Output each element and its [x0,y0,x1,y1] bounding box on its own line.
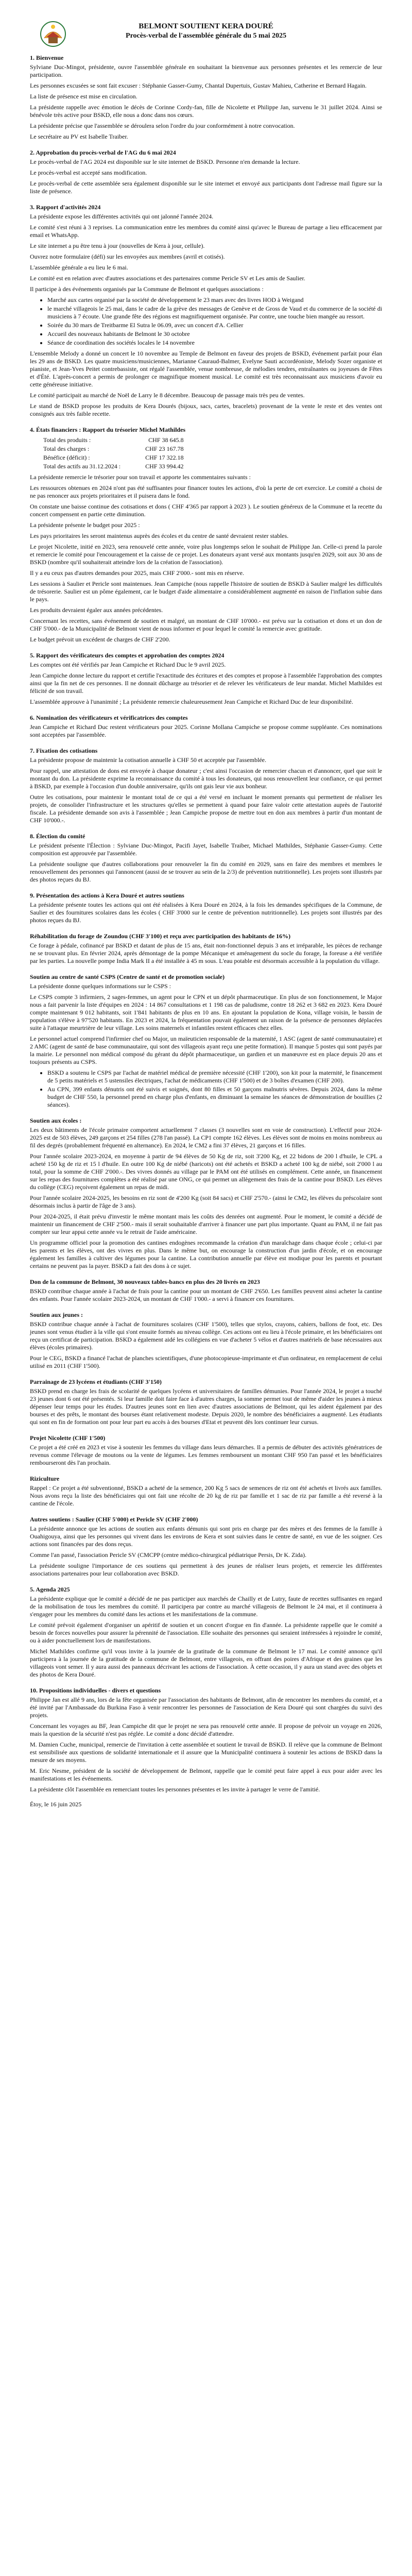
paragraph: La présidente expose les différentes activités qui ont jalonné l'année 2024. [30,213,214,220]
list-item: • Séance de coordination des sociétés locales le 14 novembre [47,339,382,347]
list-item: • Au CPN, 399 enfants dénutris ont été suivis et soignés, dont 80 filles et 50 garçons malnutris sévères. Depuis 2024, dans la même budget de CHF 550, la personnel prend en charge plus d'enfants, en diminuant la semaine les séances de démonstration de bouillies (2 séances). [47,1086,382,1109]
paragraph: Pour l'année scolaire 2024-2025, les besoins en riz sont de 4'200 Kg (soit 84 sacs) et CHF 2'570.- (ainsi le CM2, les élèves du préscolaire sont désormais inclus à partir de l'âge de 3 ans). [30,1194,382,1209]
paragraph: Un programme officiel pour la promotion des cantines endogènes recommande la création d'un maraîchage dans chaque école ; celui-ci par les parents et les élèves, ont des vivres en plus. Dans le même but, on encourage la construction d'un jardin d'école, et on encourage également les familles à cultiver des légumes pour la cantine. La contribution annuelle par élève est modique pour les parents et pourtant certains ne peuvent pas la payer. BSKD a fait des dons à ce sujet. [30,1239,382,1269]
paragraph: Il participe à des événements organisés par la Commune de Belmont et quelques associations : [30,285,264,293]
finance-table [42,435,187,471]
paragraph: Pour 2024-2025, il était prévu d'investir le même montant mais les coûts des denrées ont augmenté. Pour le moment, le comité a décidé de maintenir un financement de CHF 2'500.- mais il serait souhaitable d'arriver à financer une part plus importante. Quant au PAM, il ne fait pas compter sur leur appui cette année vu le retrait de l'aide américaine. [30,1213,382,1235]
section [30,1311,382,1351]
paragraph: Sylviane Duc-Mingot, présidente, ouvre l'assemblée générale en souhaitant la bienvenue aux personnes présentes et les remercie de leur participation. [30,63,382,78]
minutes-body [30,54,382,1793]
section [30,892,382,924]
paragraph: Le président présente l'Élection : Sylviane Duc-Mingot, Pacifi Jayet, Isabelle Traiber, Michael Mathildes, Stéphanie Gasser-Gumy. Cette composition est approuvée par l'assemblée. [30,842,382,857]
finance-row [43,454,186,462]
paragraph: La présidente annonce que les actions de soutien aux enfants démunis qui sont pris en charge par des mères et des femmes de la famille à Ouahigouya, ainsi que les personnes qui vivent dans les environs de Kera et sont suivies dans le centre de santé, en vue de les soigner. Ces actions sont financées par des dons reçus. [30,1525,382,1548]
paragraph: Les personnes excusées se sont fait excuser : Stéphanie Gasser-Gumy, Chantal Dupertuis, Gustav Mahieu, Catherine et Bernard Hagain. [30,82,367,89]
kera-doure-logo [34,19,72,52]
paragraph: Ce projet a été créé en 2023 et vise à soutenir les femmes du village dans leurs démarches. Il a permis de débuter des activités génératrices de revenus comme l'élevage de moutons ou la vente de légumes. Les femmes remboursent un montant CHF 950 l'an passé et les bénéficiaires rembourseront dès l'an prochain. [30,1444,382,1466]
bullet-list [30,1069,382,1109]
section [30,1434,382,1467]
section-heading: Soutien au centre de santé CSPS (Centre de santé et de promotion sociale) [30,973,225,980]
document-subtitle: Procès-verbal de l'assemblée générale du 5 mai 2025 [126,32,286,40]
paragraph: Michel Mathildes confirme qu'il vous invite à la journée de la gratitude de la commune de Belmont le 17 mai. Le comité annonce qu'il participera à la journée de la gratitude de la commune de Belmont, entre villageois, en offrant des poires d'Afrique et des graines que les villageois vont semer. Il y aura aussi des panneaux décrivant les actions de l'association. À cette occasion, il y aura un stand avec des objets et des photos de Kera Douré. [30,1648,382,1678]
paragraph: Le comité est en relation avec d'autres associations et des partenaires comme Pericle SV et Les amis de Saulier. [30,275,305,282]
list-item: • Marché aux cartes organisé par la société de développement le 23 mars avec des livres HOD à Weigand [47,296,382,304]
paragraph: BSKD prend en charge les frais de scolarité de quelques lycéens et universitaires de familles démunies. Pour l'année 2024, le projet a touché 23 jeunes dont 6 ont été présentés. Si leur famille doit faire face à d'autres charges, la somme permet tout de même d'aider les jeunes à mieux dépenser leur temps pour les études. D'autres jeunes sont en lien avec d'autres associations de Belmont, qui les aident également par des bourses et des prêts, le montant des bourses étant relativement modeste. Depuis 2020, le nombre des bénéficiaires a augmenté. Les étudiants qui sont en fin de formation ont pour leur part eu accès à des bourses d'Etat et peuvent dès lors continuer leur cursus. [30,1387,382,1426]
paragraph: Le comité participait au marché de Noël de Larry le 8 décembre. Beaucoup de passage mais très peu de ventes. [30,392,305,399]
paragraph: Le comité s'est réuni à 3 reprises. La communication entre les membres du comité ainsi qu'avec le Bureau de partage a lieu efficacement par email et WhatsApp. [30,224,382,239]
place-date: Étoy, le 16 juin 2025 [30,1801,82,1808]
paragraph: Comme l'an passé, l'association Pericle SV (CMCPP (centre médico-chirurgical pédiatrique Persis, Dr K. Zida). [30,1551,306,1558]
finance-value: CHF 17 322.18 [145,454,184,461]
paragraph: Concernant les voyages au BF, Jean Campiche dit que le projet ne sera pas renouvelé cette année. Il propose de prévoir un voyage en 2026, mais la question de la sécurité n'est pas réglée. Le comité a donc décidé d'attendre. [30,1722,382,1737]
section [30,1475,382,1507]
paragraph: La présidente souligne que d'autres collaborations pour renouveler la fin du comité en 2029, sans en faire des membres et membres le renouvellement des personnes qui l'annoncent (aussi de se trouver au sein de la 2/3) de prévention nutritionnelle). Les projets sont illustrés par des photos reçues du BJ. [30,860,382,883]
list-item: • le marché villageois le 25 mai, dans le cadre de la grève des messages de Genève et de Gross de Vaud et du commerce de la société di musiciens à 7 écoute. Une grande fête des régions est magnifiquement organisée. Par contre, une touche bien mangée au ressort. [47,305,382,320]
paragraph: L'assemblée approuve à l'unanimité ; La présidente remercie chaleureusement Jean Campiche et Richard Duc de leur disponibilité. [30,698,353,705]
paragraph: La présidente rappelle avec émotion le décès de Corinne Cordy-fan, fille de Nicolette et Philippe Jan, survenu le 31 juillet 2024. Ainsi se bénévole très active pour BSKD, elle nous a donc dans nos cœurs. [30,104,382,118]
section-heading: 7. Fixation des cotisations [30,747,98,754]
section-heading: 8. Élection du comité [30,833,85,840]
paragraph: L'assemblée générale a eu lieu le 6 mai. [30,264,128,271]
paragraph: La présidente présente toutes les actions qui ont été réalisées à Kera Douré en 2024, à la fois les demandes spécifiques de la Commune, de Saulier et des fournitures scolaires dans les écoles ( CHF 3'000 sur le centre de prévention nutritionnelle). Les projets sont illustrés par des photos reçues du BJ. [30,901,382,924]
finance-row [43,445,186,453]
section-heading: 4. États financiers : Rapport du trésorier Michel Mathildes [30,426,186,433]
paragraph: Le projet Nicolette, initié en 2023, sera renouvelé cette année, voire plus longtemps selon le souhait de Philippe Jan. Celle-ci prend la parole et remercie le comité pour l'encouragement et la caisse de ce projet. Les donateurs ayant versé aux montants jusqu'en 2029, soit aux 30 ans de BSKD (nombre qu'il souhaiterait atteindre lors de la création de l'association). [30,543,382,566]
paragraph: Le comité prévoit également d'organiser un apéritif de soutien et un concert d'orgue en fin d'année. La présidente rappelle que le comité a besoin de forces nouvelles pour assurer la pérennité de l'association. Elle souhaite des personnes qui seraient intéressées à rejoindre le comité, ou à aider ponctuellement lors de manifestations. [30,1621,382,1644]
paragraph: Concernant les recettes, sans événement de soutien et malgré, un montant de CHF 10'000.- est prévu sur la cotisation et dons et un don de CHF 5'000.- de la Municipalité de Belmont vient de nous informer et pour lequel le comité la remercie avec gratitude. [30,617,382,632]
paragraph: Les produits devraient égaler aux années précédentes. [30,606,163,614]
list-item: • BSKD a soutenu le CSPS par l'achat de matériel médical de première nécessité (CHF 1'200), son kit pour la maternité, le financement de 5 petits matériels et 5 ustensiles électriques, l'achat de médicaments (CHF 1'500) et de 3 boîtes d'examen (CHF 200). [47,1069,382,1084]
paragraph: Les ressources obtenues en 2024 n'ont pas été suffisantes pour financer toutes les actions, d'où la perte de cet exercice. Le comité a choisi de ne pas renoncer aux projets prioritaires et il puisera dans le fond. [30,484,382,499]
bullet-list [30,296,382,347]
paragraph: On constate une baisse continue des cotisations et dons ( CHF 4'365 par rapport à 2023 ). Le soutien généreux de la Commune et la recette du concert compensent en partie cette diminution. [30,503,382,518]
paragraph: La présidente souligne l'importance de ces soutiens qui permettent à des jeunes de réaliser leurs projets, et remercie les différentes associations partenaires pour leur collaboration avec BSKD. [30,1562,382,1577]
section-heading: Parrainage de 23 lycéens et étudiants (CHF 3'150) [30,1378,162,1385]
finance-value: CHF 23 167.78 [145,445,184,452]
finance-row [43,436,186,444]
section [30,149,382,195]
section-heading: Soutien aux écoles : [30,1117,82,1124]
section [30,833,382,884]
paragraph: La présidente présente le budget pour 2025 : [30,521,140,529]
paragraph: La présidente propose de maintenir la cotisation annuelle à CHF 50 et acceptée par l'assemblée. [30,756,266,764]
section [30,426,382,643]
paragraph: La présidente remercie le trésorier pour son travail et apporte les commentaires suivants : [30,473,251,481]
finance-label: Total des actifs au 31.12.2024 : [43,463,121,470]
paragraph: Le budget prévoit un excédent de charges de CHF 2'200. [30,636,170,643]
paragraph: La liste de présence est mise en circulation. [30,93,138,100]
finance-label: Total des produits : [43,436,91,444]
section-heading: 5. Rapport des vérificateurs des comptes et approbation des comptes 2024 [30,652,225,659]
section [30,714,382,739]
paragraph: Le procès-verbal de l'AG 2024 est disponible sur le site internet de BSKD. Personne n'en demande la lecture. [30,158,300,165]
paragraph: Le CSPS compte 3 infirmiers, 2 sages-femmes, un agent pour le CPN et un dépôt pharmaceutique. En plus de son fonctionnement, le Major nous a fait parvenir la liste d'équipes en 2024 : 14 867 consultations et 1 198 cas de paludisme, contre 18 262 et 3 682 en 2023. Kera Douré compte maintenant 9 012 habitants, soit 1'841 habitants de plus en 10 ans. En ajoutant la population de Kona, village voisin, le bassin de population s'élève à 97'520 habitants. En 2023 et 2024, la fréquentation pouvait également un raison de la présence de personnes déplacées suite à l'attaque meurtrière de leur village. Les soins maternels et infantiles restent efficaces chez elles. [30,993,382,1031]
paragraph: Philippe Jan est allé 9 ans, lors de la fête organisée par l'association des habitants de Belmont, afin de rencontrer les membres du comité, et a été invité par l'Ambassade du Burkina Faso à venir rencontrer les personnes de l'association de Kera Douré qui sont chargées du suivi des projets. [30,1696,382,1719]
finance-label: Total des charges : [43,445,90,452]
section-heading: 2. Approbation du procès-verbal de l'AG du 6 mai 2024 [30,149,176,156]
section [30,1278,382,1303]
section-heading: Projet Nicolette (CHF 1'500) [30,1434,106,1442]
paragraph: Les deux bâtiments de l'école primaire comportent actuellement 7 classes (3 nouvelles sont en voie de construction). L'effectif pour 2024-2025 est de 503 élèves, 249 garçons et 254 filles (278 l'an passé). La CP1 compte 162 élèves. Les élèves sont de moins en moins nombreux au fil des degrés (probablement fréquenté en alternance). En 2024, le CM2 a fini 37 élèves, 21 garçons et 16 filles. [30,1126,382,1149]
list-item: • Accueil des nouveaux habitants de Belmont le 30 octobre [47,330,382,338]
paragraph: La présidente clôt l'assemblée en remerciant toutes les personnes présentes et les invite à partager le verre de l'amitié. [30,1786,320,1793]
paragraph: La présidente précise que l'assemblée se déroulera selon l'ordre du jour conformément à notre convocation. [30,122,295,129]
section [30,973,382,1109]
finance-row [43,463,186,470]
section [30,933,382,965]
section [30,1117,382,1270]
paragraph: Pour rappel, une attestation de dons est envoyée à chaque donateur ; c'est ainsi l'occasion de remercier chacun et d'annoncer, quel que soit le montant du don. La présidente exprime la reconnaissance du comité à tous les donateurs, qui nous renouvellent leur confiance, ce qui permet à BSKD, par exemple à l'occasion d'un double anniversaire, qu'ils ont gais leur vie aux bonheur. [30,767,382,790]
section-heading: 9. Présentation des actions à Kera Douré et autres soutiens [30,892,184,899]
paragraph: Le procès-verbal de cette assemblée sera également disponible sur le site internet et envoyé aux participants dont l'adresse mail figure sur la liste de présence. [30,180,382,195]
paragraph: Pour l'année scolaire 2023-2024, en moyenne à partir de 94 élèves de 50 Kg de riz, soit 3'200 Kg, et 22 bidons de 200 l d'huile, le CPL a acheté 150 kg de riz et 15 l d'huile. En outre 100 Kg de niébé (haricots) ont été achetés et BSKD a acheté 100 kg de niébé, soit 2'000 l au total, pour la somme de CHF 2'000.-. Des vivres donnés au village par le PAM ont été utilisés en complément. Cette année, un financement sur les repas des fournitures complètes a été réalisé par une ONG, ce qui permet un allègement des frais de la cantine pour BSKD. Les élèves du collège (CEG) reçoivent également un repas de midi. [30,1153,382,1191]
section [30,747,382,824]
paragraph: Le stand de BSKD propose les produits de Kera Dourés (bijoux, sacs, cartes, bracelets) provenant de la vente le reste et des ventes ont consignés aux très faible recette. [30,402,382,417]
section [30,204,382,418]
paragraph: Les sessions à Saulier et Pericle sont maintenues. Jean Campiche (nous rappelle l'histoire de soutien de BSKD à Saulier malgré les difficultés de trésorerie. Saulier est un pôme également, car le budget d'aide alimentaire a considérablement augmenté en raison de l'inflation subie dans le pays. [30,580,382,603]
paragraph: Le site internet a pu être tenu à jour (nouvelles de Kera à jour, cellule). [30,242,205,249]
paragraph: Le personnel actuel comprend l'infirmier chef ou Major, un maïeuticien responsable de la maternité, 1 ASC (agent de santé communautaire) et 2 AMC (agent de santé de base communautaire, qui sont des villageois ayant reçu une petite formation). Il manque 5 postes qui sont payés par la mairie. Le personnel non médical composé du gérant du dépôt pharmaceutique, un gardien et un manœuvre est en place depuis 20 ans et toujours présents au CSPS. [30,1035,382,1065]
paragraph: M. Eric Nesme, président de la société de développement de Belmont, rappelle que le comité peut faire appel à eux pour aider avec les manifestations et les événements. [30,1767,382,1782]
paragraph: Ce forage à pédale, cofinancé par BSKD et datant de plus de 15 ans, était non-fonctionnel depuis 3 ans et irréparable, les pièces de rechange ne se trouvant plus. En février 2024, après démontage de la pompe Mécanique et aménagement du socle du forage, la foreuse a été verifiée par les parties. La nouvelle pompe India Mark II a été installée à 45 m sous. L'eau potable est désormais accessible à la population du village. [30,942,382,964]
section-heading: Soutien aux jeunes : [30,1311,83,1318]
finance-label: Bénéfice (déficit) : [43,454,90,461]
paragraph: Jean Campiche donne lecture du rapport et certifie l'exactitude des écritures et des comptes et propose à l'assemblée l'approbation des comptes ainsi que la fin net de ces personnes. Il ne donnait dûcharge au trésorier et de relever les vérificateurs de leur mandat. Michel Mathildes est félicité de son travail. [30,672,382,694]
section-heading: Autres soutiens : Saulier (CHF 5'000) et Pericle SV (CHF 2'000) [30,1516,198,1523]
section-heading: 1. Bienvenue [30,54,64,61]
paragraph: Le procès-verbal est accepté sans modification. [30,169,147,176]
paragraph: Pour le CEG, BSKD a financé l'achat de planches scientifiques, d'une photocopieuse-imprimante et d'un ordinateur, en remplacement de celui utilisé en 2011 (CHF 1'500). [30,1354,382,1369]
list-item: • Soirée du 30 mars de Treitbarme El Sutra le 06.09, avec un concert d'A. Cellier [47,321,382,329]
paragraph: Les pays prioritaires les seront maintenus auprès des écoles et du centre de santé devraient rester stables. [30,532,289,539]
paragraph: Outre les cotisations, pour maintenir le montant total de ce qui a été versé en incluant le moment prenants qui permettent de réaliser les projets, de consolider l'infrastructure et les structures qu'elles se permettent à quand pour faire valoir cette attestation auprès de l'autorité fiscale. La présidente demande son avis à l'assemblée ; Jean Campiche propose de mettre tout en don aux membres à partir d'un montant de CHF 10'000.-. [30,793,382,824]
section-heading: 5. Agenda 2025 [30,1586,70,1593]
section-heading: 3. Rapport d'activités 2024 [30,204,101,211]
section [30,1562,382,1578]
section-heading: 6. Nomination des vérificateurs et vérificatrices des comptes [30,714,188,721]
document-title: BELMONT SOUTIENT KERA DOURÉ [139,22,273,30]
paragraph: Les comptes ont été vérifiés par Jean Campiche et Richard Duc le 9 avril 2025. [30,661,226,668]
paragraph: Le secrétaire au PV est Isabelle Traiber. [30,133,128,140]
section-heading: Riziculture [30,1475,60,1482]
finance-value: CHF 33 994.42 [145,463,184,470]
section-heading: Réhabilitation du forage de Zoundou (CHF 3'100) et reçu avec participation des habitants de 16%) [30,933,291,940]
section [30,1378,382,1426]
section [30,652,382,706]
section-heading: 10. Propositions individuelles - divers et questions [30,1687,161,1694]
section [30,1354,382,1370]
section [30,54,382,141]
paragraph: BSKD contribue chaque année à l'achat de fournitures scolaires (CHF 1'500), telles que stylos, crayons, cahiers, ballons de foot, etc. Des jeunes sont venus étudier à la ville qui s'ont ensuite formés au niveau collège. Ces actions ont eu lieu à l'école primaire, et les bénéficiaires ont reçu un certificat de participation. BSKD a également aidé les collégiens en vue d'acheter 5 vélos et d'autres matériels de base nécessaires aux élèves (écoles primaires). [30,1320,382,1351]
paragraph: La présidente explique que le comité a décidé de ne pas participer aux marchés de Chailly et de Lutry, faute de recettes suffisantes en regard de la mobilisation de tous les membres du comité. Il participera par contre au marché villageois de Belmont le 24 mai, et il continuera à s'engager pour les membres du comité dans les actions et les manifestations de la commune. [30,1595,382,1618]
paragraph: Jean Campiche et Richard Duc restent vérificateurs pour 2025. Corinne Mollana Campiche se propose comme suppléante. Ces nominations sont acceptées par l'assemblée. [30,723,382,738]
section [30,1586,382,1679]
paragraph: La présidente donne quelques informations sur le CSPS : [30,982,171,990]
paragraph: L'ensemble Melody a donné un concert le 10 novembre au Temple de Belmont en faveur des projets de BSKD, événement parfait pour élan les 29 ans de BSKD. Les quatre musiciens/musiciennes, Marianne Cauraud-Balmer, Evelyne Sauti accordéoniste, Melody Sozer organiste et pianiste, et Jean-Yves Peitet contrebassiste, ont régalé l'assemblée, venue nombreuse, de mélodies tendres, entraînantes ou joyeuses de Fêtes et d'Été. L'après-concert a permis de prolonger ce magnifique moment musical. Le comité est très reconnaissant aux musiciens d'avoir eu cette généreuse initiative. [30,350,382,388]
section [30,1687,382,1793]
section-heading: Don de la commune de Belmont, 30 nouveaux tables-bancs en plus des 20 livrés en 2023 [30,1278,260,1285]
paragraph: Il y a eu ceux pas d'autres demandes pour 2025, mais CHF 2'000.- sont mis en réserve. [30,569,244,577]
paragraph: BSKD contribue chaque année à l'achat de frais pour la cantine pour un montant de CHF 2'650. Les familles peuvent ainsi acheter la cantine des enfants. Pour l'année scolaire 2023-2024, un montant de CHF 1'000.- a servi à financer ces fournitures. [30,1287,382,1302]
section [30,1516,382,1559]
paragraph: Rappel : Ce projet a été subventionné, BSKD a acheté de la semence, 200 Kg 5 sacs de semences de riz ont été achetés et livrés aux familles. Nous avons reçu la liste des bénéficiaires qui ont fait une récolte de 20 kg de riz par famille et 1 sac de riz par famille a été reversé à la cantine de l'école. [30,1484,382,1507]
paragraph: M. Damien Cuche, municipal, remercie de l'invitation à cette assemblée et soutient le travail de BSKD. Il relève que la commune de Belmont est sensibilisée aux questions de solidarité internationale et il assure que la Municipalité continuera à soutenir les actions de BSKD dans la mesure de ses moyens. [30,1741,382,1764]
finance-value: CHF 38 645.8 [148,436,184,444]
paragraph: Ouvrez notre formulaire (défi) sur les envoyées aux membres (avril et cotisés). [30,253,225,260]
